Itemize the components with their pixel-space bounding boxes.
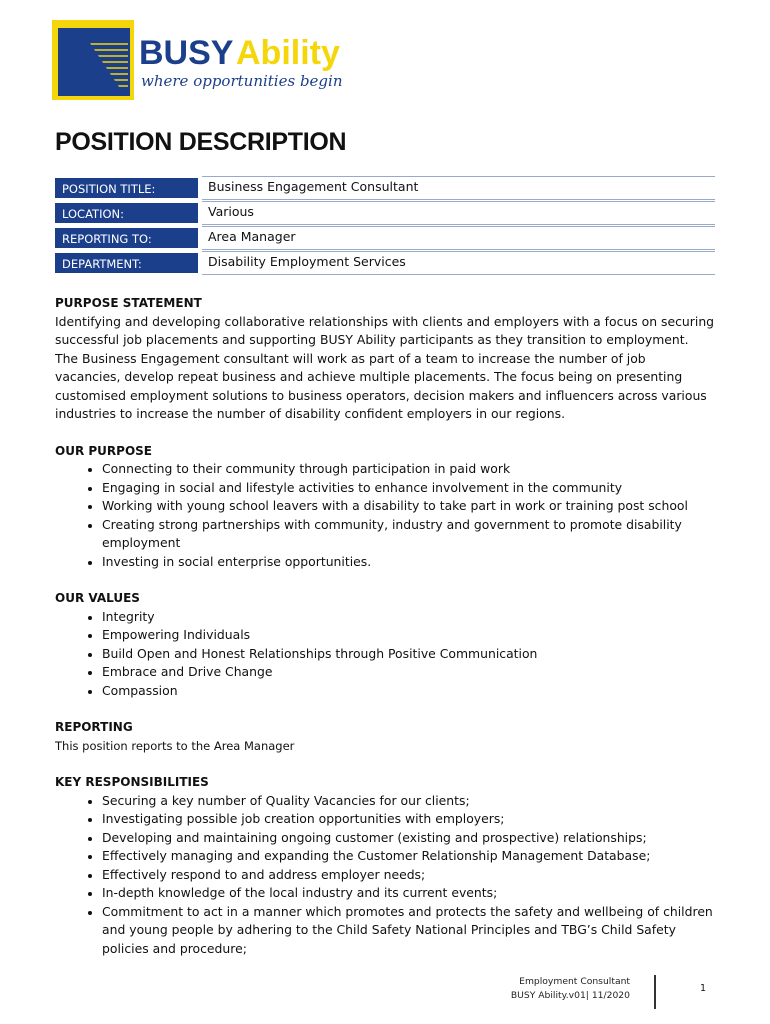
purpose-statement-heading: PURPOSE STATEMENT: [55, 296, 202, 310]
reporting-to-value: Area Manager: [202, 226, 715, 250]
list-item: • Compassion: [102, 682, 715, 701]
document-body: [55, 294, 715, 976]
list-item: • Effectively managing and expanding the Customer Relationship Management Database;: [102, 847, 715, 866]
our-values-heading: OUR VALUES: [55, 591, 140, 605]
list-item: • Empowering Individuals: [102, 626, 715, 645]
footer-line-2: BUSY Ability.v01| 11/2020: [510, 990, 630, 1001]
location-label: LOCATION:: [55, 203, 198, 223]
info-row-position-title: [55, 176, 715, 198]
list-item: • Working with young school leavers with a disability to take part in work or training post school: [102, 497, 715, 516]
logo-ability: Ability: [236, 34, 340, 72]
key-responsibilities-heading: KEY RESPONSIBILITIES: [55, 775, 209, 789]
page-number: 1: [700, 983, 707, 994]
document-title: POSITION DESCRIPTION: [55, 128, 347, 156]
our-values-section: [55, 589, 715, 700]
list-item: • Connecting to their community through participation in paid work: [102, 460, 715, 479]
footer-text: [511, 975, 630, 1003]
list-item: • Integrity: [102, 608, 715, 627]
purpose-statement-text: Identifying and developing collaborative relationships with clients and employers with a focus on securing successful job placements and supporting BUSY Ability participants as they transition to employment. The Business Engagement consultant will work as part of a team to increase the number of job vacancies, develop repeat business and achieve multiple placements. The focus being on presenting customised employment solutions to business operators, decision makers and influencers across various industries to increase the number of disability confident employers in our regions.: [55, 313, 715, 421]
list-item: • Commitment to act in a manner which promotes and protects the safety and wellbeing of children and young people by adhering to the Child Safety National Principles and TBG’s Child Safety policies and procedure;: [102, 903, 715, 959]
info-row-location: [55, 201, 715, 223]
list-item: • Effectively respond to and address employer needs;: [102, 866, 715, 885]
reporting-to-label: REPORTING TO:: [55, 228, 198, 248]
list-item: • Build Open and Honest Relationships through Positive Communication: [102, 645, 715, 664]
department-value: Disability Employment Services: [202, 251, 715, 275]
list-item: • In-depth knowledge of the local industry and its current events;: [102, 884, 715, 903]
our-purpose-list: [55, 460, 715, 571]
info-row-reporting-to: [55, 226, 715, 248]
page-footer: [480, 975, 720, 1009]
list-item: • Securing a key number of Quality Vacancies for our clients;: [102, 792, 715, 811]
list-item: • Investing in social enterprise opportunities.: [102, 553, 715, 572]
key-responsibilities-section: [55, 773, 715, 958]
list-item: • Embrace and Drive Change: [102, 663, 715, 682]
logo-tagline: where opportunities begin: [141, 72, 343, 90]
location-value: Various: [202, 201, 715, 225]
position-info-table: [55, 176, 715, 276]
key-responsibilities-list: [55, 792, 715, 959]
position-title-value: Business Engagement Consultant: [202, 176, 715, 200]
list-item: • Developing and maintaining ongoing customer (existing and prospective) relationships;: [102, 829, 715, 848]
our-values-list: [55, 608, 715, 701]
reporting-text: This position reports to the Area Manager: [55, 738, 295, 753]
reporting-section: [55, 718, 715, 755]
logo-busy: BUSY: [139, 34, 234, 72]
info-row-department: [55, 251, 715, 273]
purpose-statement-section: [55, 294, 715, 424]
list-item: • Engaging in social and lifestyle activities to enhance involvement in the community: [102, 479, 715, 498]
footer-divider: [654, 975, 656, 1009]
footer-line-1: Employment Consultant: [519, 976, 630, 987]
our-purpose-heading: OUR PURPOSE: [55, 443, 152, 458]
position-title-label: POSITION TITLE:: [55, 178, 198, 198]
list-item: • Creating strong partnerships with community, industry and government to promote disability employment: [102, 516, 715, 553]
our-purpose-section: [55, 442, 715, 572]
busy-ability-logo: [50, 20, 380, 105]
department-label: DEPARTMENT:: [55, 253, 198, 273]
reporting-heading: REPORTING: [55, 720, 133, 734]
list-item: • Investigating possible job creation opportunities with employers;: [102, 810, 715, 829]
